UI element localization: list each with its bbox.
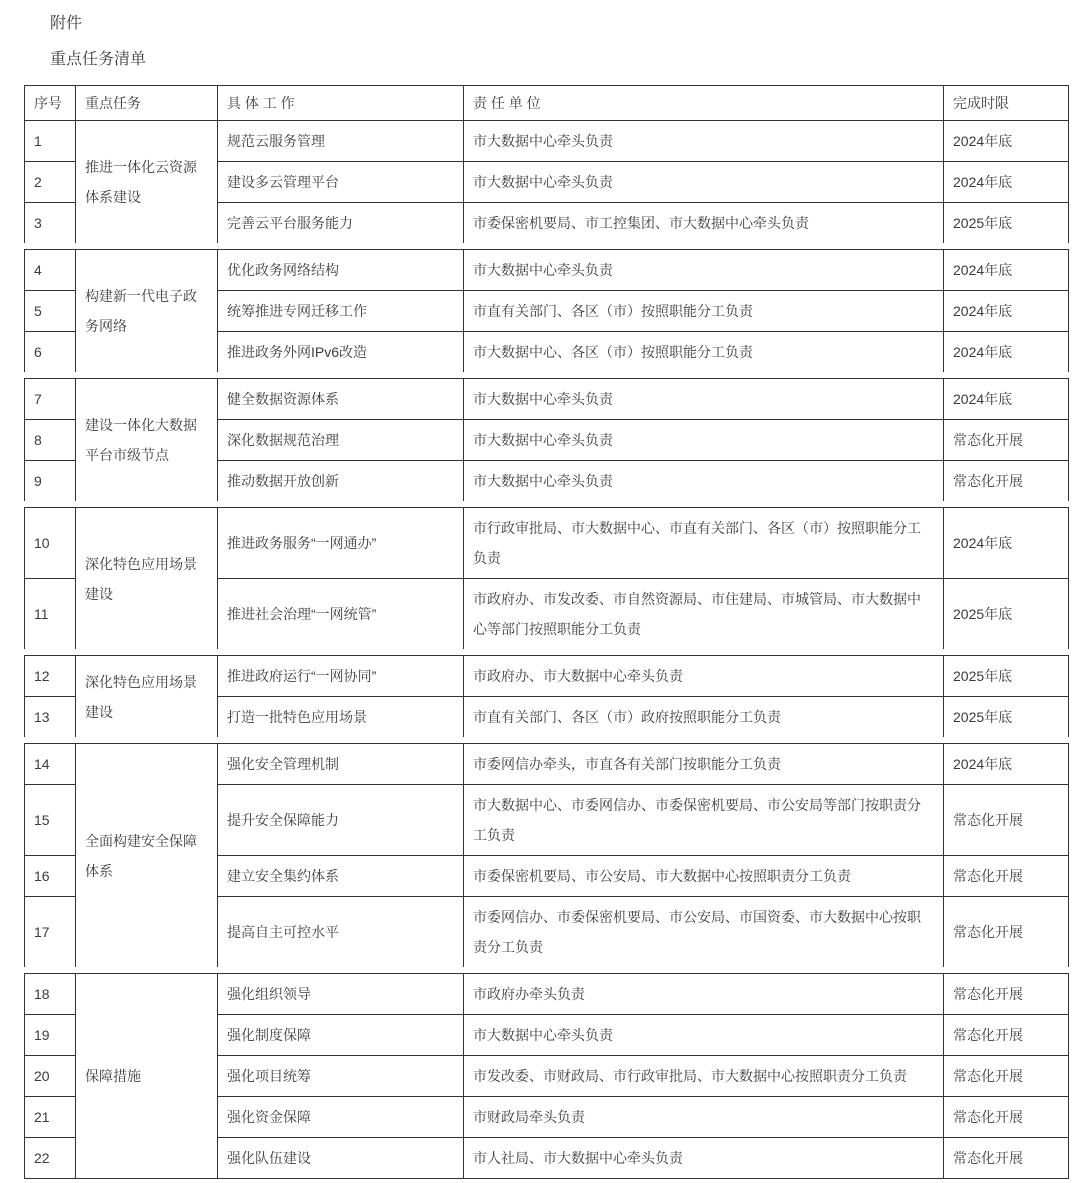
key-task-cell: 保障措施 (76, 974, 218, 1179)
column-header-unit: 责 任 单 位 (464, 86, 944, 121)
unit-cell: 市大数据中心牵头负责 (464, 461, 944, 502)
row-number-cell: 7 (25, 379, 76, 420)
work-cell: 强化安全管理机制 (218, 744, 464, 785)
table-row (25, 379, 1069, 420)
deadline-cell: 2025年底 (944, 656, 1069, 697)
deadline-cell: 2025年底 (944, 203, 1069, 244)
key-task-cell: 推进一体化云资源体系建设 (76, 121, 218, 244)
key-task-cell: 建设一体化大数据平台市级节点 (76, 379, 218, 502)
unit-cell: 市政府办牵头负责 (464, 974, 944, 1015)
work-cell: 建立安全集约体系 (218, 856, 464, 897)
deadline-cell: 2024年底 (944, 250, 1069, 291)
work-cell: 建设多云管理平台 (218, 162, 464, 203)
unit-cell: 市委保密机要局、市工控集团、市大数据中心牵头负责 (464, 203, 944, 244)
work-cell: 强化制度保障 (218, 1015, 464, 1056)
work-cell: 统筹推进专网迁移工作 (218, 291, 464, 332)
unit-cell: 市大数据中心牵头负责 (464, 162, 944, 203)
deadline-cell: 2024年底 (944, 379, 1069, 420)
unit-cell: 市直有关部门、各区（市）按照职能分工负责 (464, 291, 944, 332)
work-cell: 推进社会治理“一网统管” (218, 579, 464, 650)
work-cell: 强化资金保障 (218, 1097, 464, 1138)
work-cell: 推进政务外网IPv6改造 (218, 332, 464, 373)
row-number-cell: 3 (25, 203, 76, 244)
unit-cell: 市行政审批局、市大数据中心、市直有关部门、各区（市）按照职能分工负责 (464, 508, 944, 579)
deadline-cell: 常态化开展 (944, 1097, 1069, 1138)
column-header-work: 具 体 工 作 (218, 86, 464, 121)
task-group-table (24, 249, 1069, 372)
deadline-cell: 2024年底 (944, 162, 1069, 203)
work-cell: 强化组织领导 (218, 974, 464, 1015)
row-number-cell: 13 (25, 697, 76, 738)
task-group-table (24, 120, 1069, 243)
key-task-cell: 构建新一代电子政务网络 (76, 250, 218, 373)
unit-cell: 市委保密机要局、市公安局、市大数据中心按照职责分工负责 (464, 856, 944, 897)
task-table-body (24, 120, 1068, 1179)
deadline-cell: 常态化开展 (944, 856, 1069, 897)
deadline-cell: 2025年底 (944, 697, 1069, 738)
deadline-cell: 常态化开展 (944, 1015, 1069, 1056)
work-cell: 提升安全保障能力 (218, 785, 464, 856)
table-row (25, 250, 1069, 291)
row-number-cell: 14 (25, 744, 76, 785)
unit-cell: 市大数据中心牵头负责 (464, 420, 944, 461)
unit-cell: 市委网信办牵头，市直各有关部门按职能分工负责 (464, 744, 944, 785)
unit-cell: 市政府办、市发改委、市自然资源局、市住建局、市城管局、市大数据中心等部门按照职能分工负责 (464, 579, 944, 650)
task-group-table (24, 743, 1069, 967)
task-group-table (24, 378, 1069, 501)
row-number-cell: 16 (25, 856, 76, 897)
header-row (25, 86, 1069, 121)
row-number-cell: 9 (25, 461, 76, 502)
work-cell: 强化队伍建设 (218, 1138, 464, 1179)
work-cell: 推进政务服务“一网通办” (218, 508, 464, 579)
row-number-cell: 15 (25, 785, 76, 856)
deadline-cell: 常态化开展 (944, 974, 1069, 1015)
work-cell: 推进政府运行“一网协同” (218, 656, 464, 697)
row-number-cell: 18 (25, 974, 76, 1015)
deadline-cell: 常态化开展 (944, 1138, 1069, 1179)
unit-cell: 市财政局牵头负责 (464, 1097, 944, 1138)
deadline-cell: 常态化开展 (944, 897, 1069, 968)
row-number-cell: 17 (25, 897, 76, 968)
unit-cell: 市大数据中心牵头负责 (464, 121, 944, 162)
unit-cell: 市直有关部门、各区（市）政府按照职能分工负责 (464, 697, 944, 738)
task-table-header (24, 85, 1069, 120)
row-number-cell: 21 (25, 1097, 76, 1138)
unit-cell: 市委网信办、市委保密机要局、市公安局、市国资委、市大数据中心按职责分工负责 (464, 897, 944, 968)
key-task-cell: 深化特色应用场景建设 (76, 508, 218, 650)
row-number-cell: 19 (25, 1015, 76, 1056)
deadline-cell: 常态化开展 (944, 461, 1069, 502)
work-cell: 健全数据资源体系 (218, 379, 464, 420)
key-task-cell: 全面构建安全保障体系 (76, 744, 218, 968)
table-row (25, 121, 1069, 162)
row-number-cell: 8 (25, 420, 76, 461)
work-cell: 深化数据规范治理 (218, 420, 464, 461)
column-header-deadline: 完成时限 (944, 86, 1069, 121)
deadline-cell: 常态化开展 (944, 785, 1069, 856)
table-row (25, 656, 1069, 697)
table-row (25, 744, 1069, 785)
table-row (25, 974, 1069, 1015)
work-cell: 优化政务网络结构 (218, 250, 464, 291)
deadline-cell: 2024年底 (944, 332, 1069, 373)
work-cell: 打造一批特色应用场景 (218, 697, 464, 738)
work-cell: 强化项目统筹 (218, 1056, 464, 1097)
row-number-cell: 5 (25, 291, 76, 332)
deadline-cell: 2024年底 (944, 291, 1069, 332)
column-header-no: 序号 (25, 86, 76, 121)
unit-cell: 市大数据中心、各区（市）按照职能分工负责 (464, 332, 944, 373)
row-number-cell: 22 (25, 1138, 76, 1179)
unit-cell: 市大数据中心牵头负责 (464, 1015, 944, 1056)
deadline-cell: 2024年底 (944, 508, 1069, 579)
unit-cell: 市大数据中心牵头负责 (464, 250, 944, 291)
unit-cell: 市大数据中心牵头负责 (464, 379, 944, 420)
unit-cell: 市人社局、市大数据中心牵头负责 (464, 1138, 944, 1179)
column-header-key-task: 重点任务 (76, 86, 218, 121)
page-title: 重点任务清单 (50, 51, 147, 68)
task-group-table (24, 973, 1069, 1179)
row-number-cell: 1 (25, 121, 76, 162)
row-number-cell: 2 (25, 162, 76, 203)
task-group-table (24, 655, 1069, 737)
deadline-cell: 2024年底 (944, 121, 1069, 162)
work-cell: 完善云平台服务能力 (218, 203, 464, 244)
task-group-table (24, 507, 1069, 649)
row-number-cell: 12 (25, 656, 76, 697)
row-number-cell: 20 (25, 1056, 76, 1097)
row-number-cell: 11 (25, 579, 76, 650)
deadline-cell: 常态化开展 (944, 420, 1069, 461)
unit-cell: 市大数据中心、市委网信办、市委保密机要局、市公安局等部门按职责分工负责 (464, 785, 944, 856)
key-task-cell: 深化特色应用场景建设 (76, 656, 218, 738)
unit-cell: 市政府办、市大数据中心牵头负责 (464, 656, 944, 697)
table-row (25, 508, 1069, 579)
deadline-cell: 2024年底 (944, 744, 1069, 785)
deadline-cell: 常态化开展 (944, 1056, 1069, 1097)
work-cell: 提高自主可控水平 (218, 897, 464, 968)
row-number-cell: 6 (25, 332, 76, 373)
unit-cell: 市发改委、市财政局、市行政审批局、市大数据中心按照职责分工负责 (464, 1056, 944, 1097)
deadline-cell: 2025年底 (944, 579, 1069, 650)
row-number-cell: 4 (25, 250, 76, 291)
attachment-label: 附件 (50, 15, 83, 32)
title-block (50, 14, 1068, 70)
row-number-cell: 10 (25, 508, 76, 579)
work-cell: 规范云服务管理 (218, 121, 464, 162)
work-cell: 推动数据开放创新 (218, 461, 464, 502)
